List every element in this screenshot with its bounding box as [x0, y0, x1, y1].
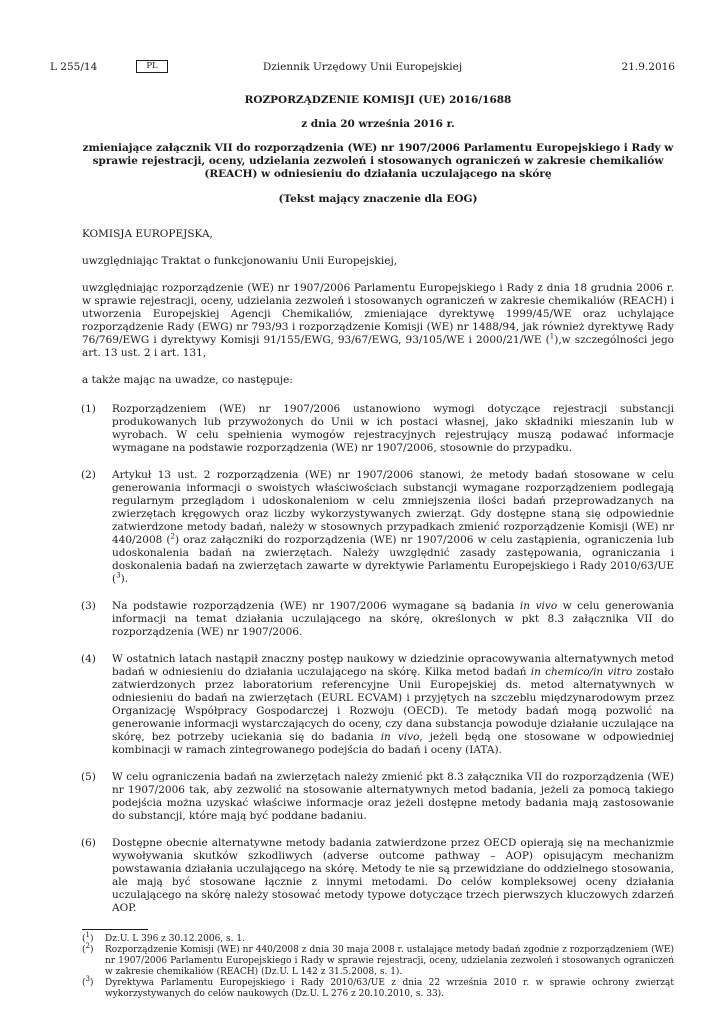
preamble-treaty: uwzględniając Traktat o funkcjonowaniu Unii Europejskiej,: [82, 255, 398, 267]
recital-number: (3): [81, 600, 96, 612]
recital-number: (1): [81, 403, 96, 415]
footnote-ref[interactable]: 3: [116, 571, 121, 580]
recital-number: (2): [81, 469, 96, 481]
journal-title: Dziennik Urzędowy Unii Europejskiej: [262, 61, 463, 73]
document-body: [82, 94, 674, 1000]
preamble-commission: KOMISJA EUROPEJSKA,: [82, 228, 213, 240]
eea-relevance: (Tekst mający znaczenie dla EOG): [278, 193, 478, 205]
recital-number: (6): [81, 837, 96, 849]
recital-1: [82, 403, 674, 455]
footnote-separator: [82, 929, 148, 930]
recital-3: (3) Na podstawie rozporządzenia (WE) nr 1907/2006 wymagane są badania in vivo w celu generowania informacji na temat działania uczulającego na skórę, określonych w pkt 8.3 załącznika VII do rozporządzenia (WE) nr 1907/2006.: [81, 600, 674, 638]
journal-header: [50, 60, 675, 74]
recital-text: Dostępne obecnie alternatywne metody badania zatwierdzone przez OECD opierają się na mechanizmie wywoływania skutków szkodliwych (adverse outcome pathway – AOP) opisującym mechanizm powstawania działania uczulającego na skórę. Metody te nie są przewidziane do oddzielnego stosowania, ale mają być stosowane łącznie z innymi metodami. Do celów kompleksowej oceny działania uczulającego na skórę należy stosować metody typowe dotyczące trzech pierwszych kluczowych zdarzeń AOP.: [112, 837, 674, 914]
recital-6: [82, 837, 674, 915]
regulation-title: ROZPORZĄDZENIE KOMISJI (UE) 2016/1688: [244, 94, 512, 106]
preamble-whereas: a także mając na uwadze, co następuje:: [82, 374, 293, 386]
footnote-ref[interactable]: 1: [549, 332, 555, 341]
publication-date: 21.9.2016: [621, 61, 675, 73]
recital-number: (4): [81, 653, 96, 665]
recital-4: (4) W ostatnich latach nastąpił znaczny postęp naukowy w dziedzinie opracowywania alternatywnych metod badań w odniesieniu do działania uczulającego na skórę. Kilka metod badań in chemico/in vitro zostało zatwierdzonych przez laboratorium referencyjne Unii Europejskiej ds. metod alternatywnych w odniesieniu do badań na zwierzętach (EURL ECVAM) i przyjętych na szczeblu międzynarodowym przez Organizację Współpracy Gospodarczej i Rozwoju (OECD). Te metody badań mogą pozwolić na generowanie informacji wystarczających do oceny, czy dana substancja powoduje działanie uczulające na skórę, bez potrzeby uciekania się do badania in vivo, jeżeli będą one stosowane w odpowiedniej kombinacji w ramach zintegrowanego podejścia do badań i oceny (IATA).: [81, 653, 674, 756]
page-reference: L 255/14: [50, 61, 98, 73]
recital-text: Rozporządzeniem (WE) nr 1907/2006 ustanowiono wymogi dotyczące rejestracji substancji produkowanych lub przywożonych do Unii w ich postaci własnej, jako składniki mieszanin lub w wyrobach. W celu spełnienia wymogów rejestracyjnych rejestrujący muszą podawać informacje wymagane na podstawie rozporządzenia (WE) nr 1907/2006, stosownie do przypadku.: [112, 403, 674, 454]
regulation-subject: zmieniające załącznik VII do rozporządzenia (WE) nr 1907/2006 Parlamentu Europejskiego i Rady w sprawie rejestracji, oceny, udzielania zezwoleń i stosowanych ograniczeń w zakresie chemikaliów (REACH) w odniesieniu do działania uczulającego na skórę: [82, 142, 674, 180]
footnote-1: ($^1$) Dz.U. L 396 z 30.12.2006, s. 1.: [82, 931, 245, 944]
preamble-regulation: uwzględniając rozporządzenie (WE) nr 1907/2006 Parlamentu Europejskiego i Rady z dnia 18 grudnia 2006 r. w sprawie rejestracji, oceny, udzielania zezwoleń i stosowanych ograniczeń w zakresie chemikaliów (REACH) i utworzenia Europejskiej Agencji Chemikaliów, zmieniające dyrektywę 1999/45/WE oraz uchylające rozporządzenie Rady (EWG) nr 793/93 i rozporządzenie Komisji (WE) nr 1488/94, jak również dyrektywę Rady 76/769/EWG i dyrektywy Komisji 91/155/EWG, 93/67/EWG, 93/105/WE i 2000/21/WE ($^1$),w szczególności jego art. 13 ust. 2 i art. 131,: [82, 282, 674, 359]
recital-text: W celu ograniczenia badań na zwierzętach należy zmienić pkt 8.3 załącznika VII do rozporządzenia (WE) nr 1907/2006 tak, aby zezwolić na stosowanie alternatywnych metod badania, jeżeli za pomocą takiego podejścia można uzyskać właściwe informacje oraz jeżeli dostępne metody badania mają zastosowanie do substancji, które mają być poddane badaniu.: [112, 771, 674, 822]
regulation-date: z dnia 20 września 2016 r.: [301, 118, 455, 130]
footnote-3: ($^3$) Dyrektywa Parlamentu Europejskiego i Rady 2010/63/UE z dnia 22 września 2010 r. w sprawie ochrony zwierząt wykorzystywanych do celów naukowych (Dz.U. L 276 z 20.10.2010, s. 33).: [82, 975, 674, 999]
language-badge: PL: [136, 60, 168, 73]
recital-2: (2) Artykuł 13 ust. 2 rozporządzenia (WE) nr 1907/2006 stanowi, że metody badań stosowane w celu generowania informacji o swoistych właściwościach substancji wymagane rozporządzeniem podlegają regularnym przeglądom i udoskonaleniom w celu zmniejszenia ilości badań przeprowadzanych na zwierzętach kręgowych oraz liczby wykorzystywanych zwierząt. Gdy dostępne staną się odpowiednie zatwierdzone metody badań, należy w stosownych przypadkach zmienić rozporządzenie Komisji (WE) nr 440/2008 ($^2$) oraz załączniki do rozporządzenia (WE) nr 1907/2006 w celu zastąpienia, ograniczenia lub udoskonalenia badań na zwierzętach. Należy uwzględnić zasady zastępowania, ograniczania i doskonalenia badań na zwierzętach zawarte w dyrektywie Parlamentu Europejskiego i Rady 2010/63/UE ($^3$).: [81, 469, 674, 585]
footnote-ref[interactable]: 2: [170, 532, 175, 541]
recital-number: (5): [81, 771, 96, 783]
footnote-2: ($^2$) Rozporządzenie Komisji (WE) nr 440/2008 z dnia 30 maja 2008 r. ustalające metody badań zgodnie z rozporządzeniem (WE) nr 1907/2006 Parlamentu Europejskiego i Rady w sprawie rejestracji, oceny, udzielania zezwoleń i stosowanych ograniczeń w zakresie chemikaliów (REACH) (Dz.U. L 142 z 31.5.2008, s. 1).: [82, 942, 674, 977]
recital-5: [82, 771, 674, 823]
